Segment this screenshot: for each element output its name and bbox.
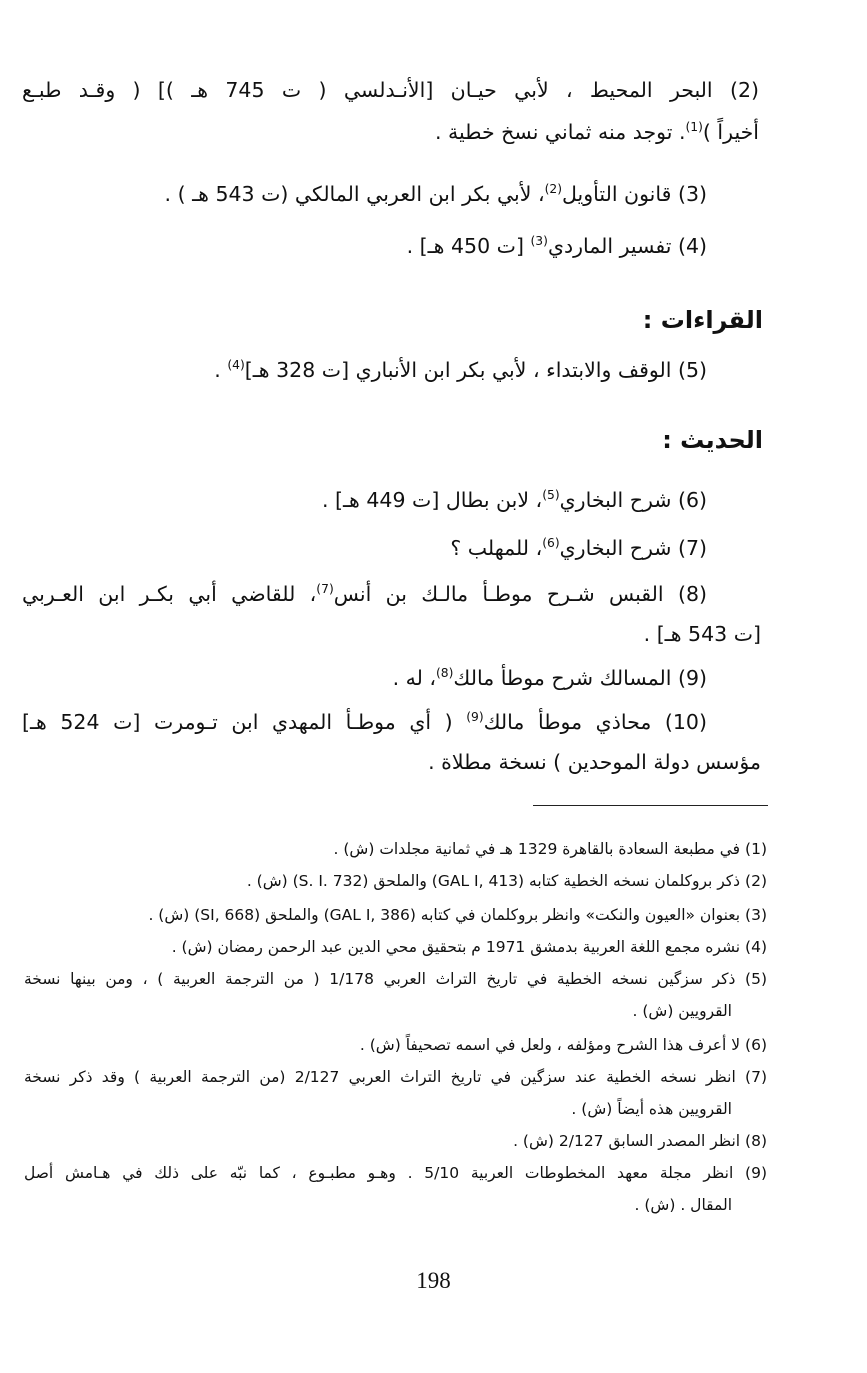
- entry-3-text: ، لأبي بكر ابن العربي المالكي (ت 543 هـ ) .: [164, 182, 545, 206]
- entry-5-text: (5) الوقف والابتداء ، لأبي بكر ابن الأنباري [ت 328 هـ]: [244, 358, 707, 382]
- entry-10-title: (10) محاذي موطأ مالك: [483, 710, 707, 734]
- entry-6-text: ، لابن بطال [ت 449 هـ] .: [322, 488, 543, 512]
- entry-9: [393, 656, 707, 700]
- entry-10-line-2: مؤسس دولة الموحدين ) نسخة مطلاة .: [428, 750, 761, 774]
- footnote-7: (7) انظر نسخه الخطية عند سزگين في تاريخ التراث العربي 2/127 (من الترجمة العربية ) وقد ذكر نسخة: [24, 1068, 767, 1086]
- footnote-ref-4: (4): [227, 358, 245, 373]
- entry-7-title: (7) شرح البخاري: [559, 536, 707, 560]
- page-number: 198: [416, 1268, 451, 1293]
- footnote-7-cont: القرويين هذه أيضاً (ش) .: [571, 1100, 732, 1118]
- entry-3-title: (3) قانون التأويل: [562, 182, 707, 206]
- footnote-5-cont: القرويين (ش) .: [632, 1002, 732, 1020]
- entry-2-text: (2) البحر المحيط ، لأبي حيـان [الأنـدلسي ( ت 745 هـ )] ( وقـد طبـع: [22, 78, 759, 102]
- footnote-6: (6) لا أعرف هذا الشرح ومؤلفه ، ولعل في اسمه تصحيفاً (ش) .: [359, 1036, 767, 1054]
- entry-8-text: ، للقاضي أبي بكـر ابن العـربي: [22, 582, 317, 606]
- footnote-ref-5: (5): [542, 488, 560, 503]
- entry-3: [165, 172, 707, 216]
- entry-9-text: ، له .: [392, 666, 436, 690]
- entry-8-line-2: [ت 543 هـ] .: [643, 622, 761, 646]
- footnote-2: (2) ذكر بروكلمان نسخه الخطية كتابه (GAL I, 413) والملحق (S. I. 732) (ش) .: [246, 872, 767, 890]
- footnote-9-cont: المقال . (ش) .: [634, 1196, 732, 1214]
- footnote-8: (8) انظر المصدر السابق 2/127 (ش) .: [513, 1132, 767, 1150]
- entry-10-text: ( أي موطـأ المهدي ابن تـومرت [ت 524 هـ]: [22, 710, 467, 734]
- entry-4-title: (4) تفسير الماردي: [547, 234, 707, 258]
- entry-10-line-1: [22, 700, 707, 744]
- heading-hadith: الحديث :: [662, 426, 763, 454]
- heading-qiraat: القراءات :: [642, 306, 763, 334]
- entry-8-title: (8) القبس شـرح موطـأ مالـك بن أنس: [333, 582, 707, 606]
- entry-7: [450, 526, 707, 570]
- footnote-ref-1: (1): [685, 120, 703, 135]
- entry-2-cont-b: . توجد منه ثماني نسخ خطية .: [434, 120, 686, 144]
- footnote-5: (5) ذكر سزگين نسخه الخطية في تاريخ التراث العربي 1/178 ( من الترجمة العربية ) ، ومن بينها نسخة: [24, 970, 768, 988]
- entry-2-line-1: [22, 68, 759, 112]
- footnote-ref-6: (6): [542, 536, 560, 551]
- footnote-1: (1) في مطبعة السعادة بالقاهرة 1329 هـ في ثمانية مجلدات (ش) .: [333, 840, 767, 858]
- entry-9-title: (9) المسالك شرح موطأ مالك: [453, 666, 707, 690]
- footnote-9: (9) انظر مجلة معهد المخطوطات العربية 5/10 . وهـو مطبـوع ، كما نبّه على ذلك في هـامش أصل: [24, 1164, 767, 1182]
- footnote-ref-8: (8): [435, 666, 454, 681]
- footnote-ref-2: (2): [544, 182, 563, 197]
- footnote-separator: [533, 805, 768, 806]
- footnote-ref-7: (7): [316, 582, 334, 597]
- entry-5-end: .: [214, 358, 228, 382]
- entry-5: [214, 348, 707, 392]
- entry-8-line-1: [22, 572, 707, 616]
- entry-4: [407, 224, 707, 268]
- entry-7-text: ، للمهلب ؟: [450, 536, 543, 560]
- entry-6: [322, 478, 707, 522]
- entry-2-line-2: [435, 110, 759, 154]
- entry-6-title: (6) شرح البخاري: [559, 488, 707, 512]
- footnote-3: (3) بعنوان «العيون والنكت» وانظر بروكلمان في كتابه (GAL I, 386) والملحق (SI, 668) (ش) .: [148, 906, 767, 924]
- footnote-ref-3: (3): [530, 234, 548, 249]
- footnote-ref-9: (9): [466, 710, 484, 725]
- entry-4-text: [ت 450 هـ] .: [406, 234, 531, 258]
- footnote-4: (4) نشره مجمع اللغة العربية بدمشق 1971 م بتحقيق محي الدين عبد الرحمن رمضان (ش) .: [171, 938, 767, 956]
- entry-2-cont-a: أخيراً ): [702, 120, 759, 144]
